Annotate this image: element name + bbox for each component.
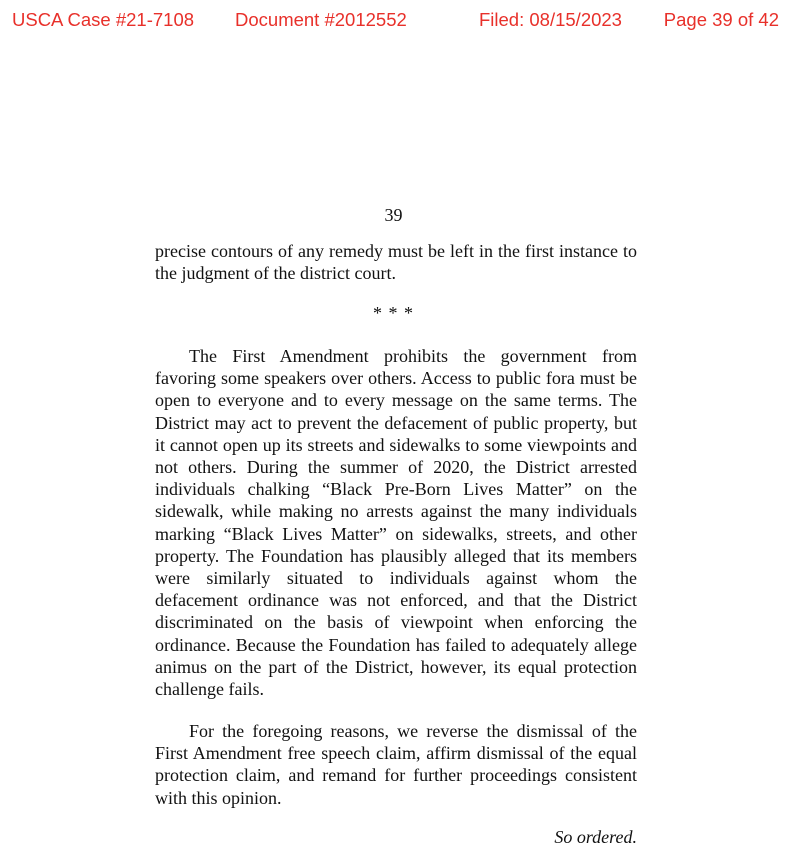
signoff: So ordered. [554,827,637,847]
document-number: Document #2012552 [235,9,407,30]
case-number: USCA Case #21-7108 [12,9,195,30]
filing-header [0,9,787,37]
page-indicator: Page 39 of 42 [663,9,779,30]
section-divider: * * * [373,303,414,323]
page-number: 39 [384,205,403,225]
paragraph-disposition: For the foregoing reasons, we reverse the dismissal of the First Amendment free speech claim, affirm dismissal of the equal protection claim, and remand for further proceedings consistent with this opinion. [155,721,637,808]
filed-date: Filed: 08/15/2023 [479,9,622,30]
paragraph-conclusion: The First Amendment prohibits the government from favoring some speakers over others. Access to public fora must be open to everyone and to every message on the same terms. The District may act to prevent the defacement of public property, but it cannot open up its streets and sidewalks to some viewpoints and not others. During the summer of 2020, the District arrested individuals chalking “Black Pre-Born Lives Matter” on the sidewalk, while making no arrests against the many individuals marking “Black Lives Matter” on sidewalks, streets, and other property. The Foundation has plausibly alleged that its members were similarly situated to individuals against whom the defacement ordinance was not enforced, and that the District discriminated on the basis of viewpoint when enforcing the ordinance. Because the Foundation has failed to adequately allege animus on the part of the District, however, its equal protection challenge fails. [155,346,637,700]
paragraph-continuation: precise contours of any remedy must be left in the first instance to the judgment of the district court. [155,241,637,284]
